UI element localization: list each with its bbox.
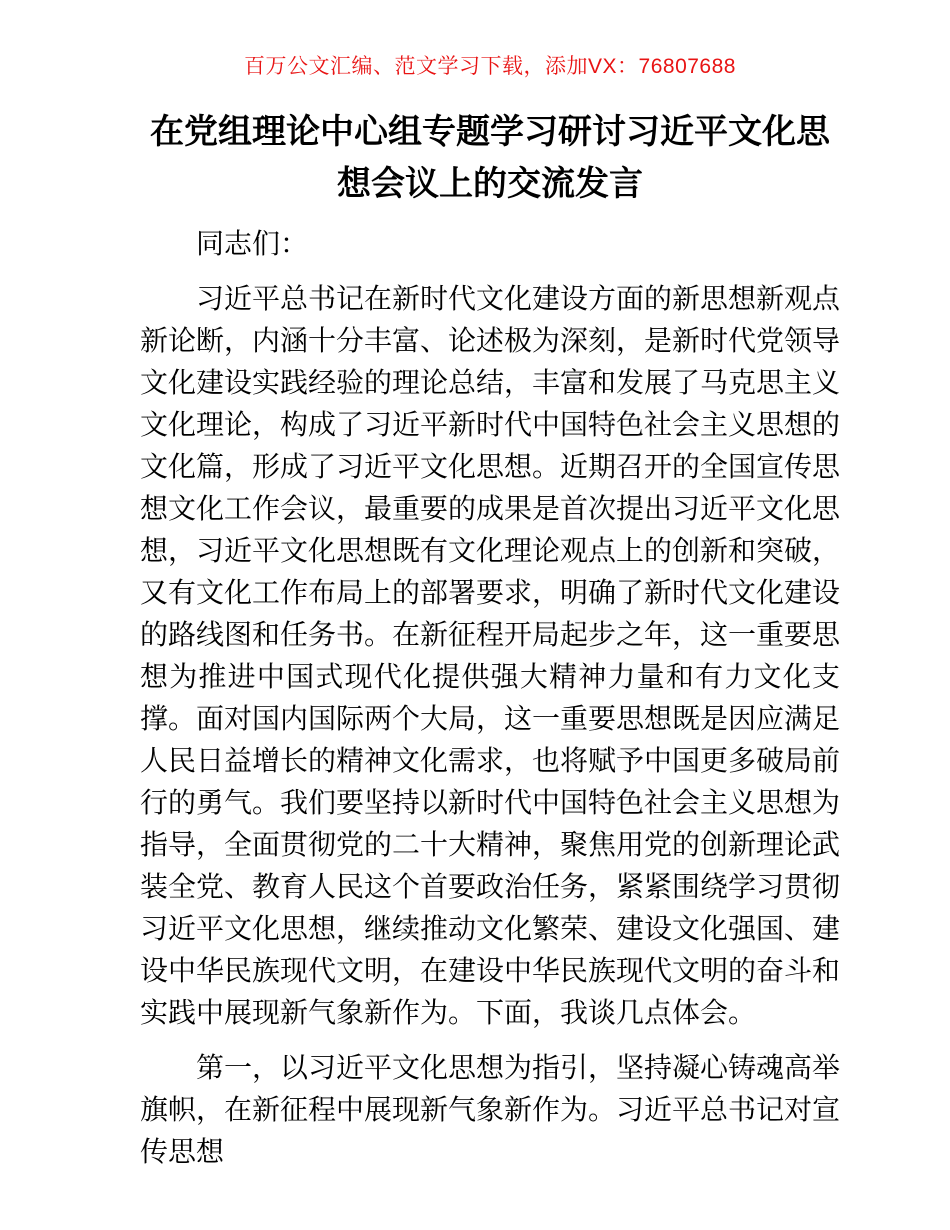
document-body xyxy=(140,223,840,1173)
promo-header-text: 百万公文汇编、范文学习下载，添加VX：76807688 xyxy=(244,55,736,78)
paragraph-point-one: 第一，以习近平文化思想为指引，坚持凝心铸魂高举旗帜，在新征程中展现新气象新作为。习近平总书记对宣传思想 xyxy=(140,1052,841,1167)
salutation: 同志们： xyxy=(196,228,309,259)
paragraph-intro: 习近平总书记在新时代文化建设方面的新思想新观点新论断，内涵十分丰富、论述极为深刻，是新时代党领导文化建设实践经验的理论总结，丰富和发展了马克思主义文化理论，构成了习近平新时代中国特色社会主义思想的文化篇，形成了习近平文化思想。近期召开的全国宣传思想文化工作会议，最重要的成果是首次提出习近平文化思想，习近平文化思想既有文化理论观点上的创新和突破，又有文化工作布局上的部署要求，明确了新时代文化建设的路线图和任务书。在新征程开局起步之年，这一重要思想为推进中国式现代化提供强大精神力量和有力文化支撑。面对国内国际两个大局，这一重要思想既是因应满足人民日益增长的精神文化需求，也将赋予中国更多破局前行的勇气。我们要坚持以新时代中国特色社会主义思想为指导，全面贯彻党的二十大精神，聚焦用党的创新理论武装全党、教育人民这个首要政治任务，紧紧围绕学习贯彻习近平文化思想，继续推动文化繁荣、建设文化强国、建设中华民族现代文明，在建设中华民族现代文明的奋斗和实践中展现新气象新作为。下面，我谈几点体会。 xyxy=(140,283,841,1028)
document-title: 在党组理论中心组专题学习研讨习近平文化思想会议上的交流发言 xyxy=(150,113,830,203)
